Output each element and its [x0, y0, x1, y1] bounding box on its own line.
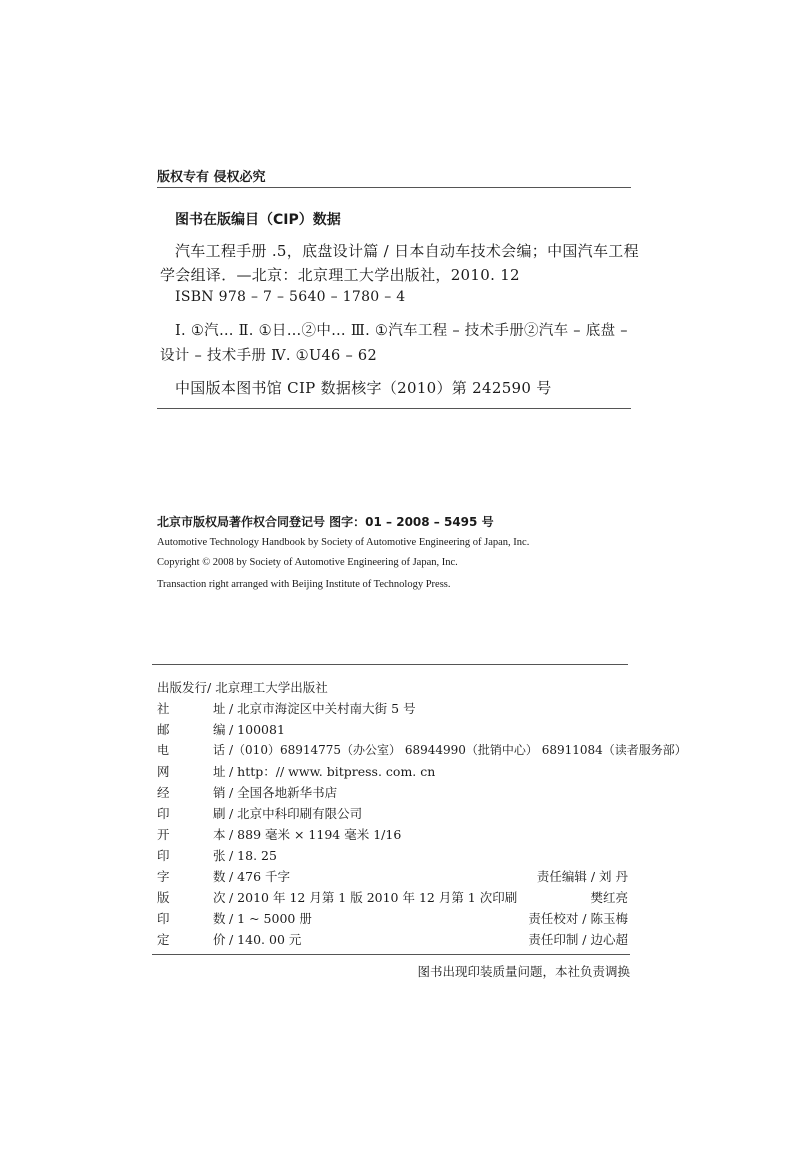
pub-row-word-count: [157, 867, 290, 885]
quality-notice: 图书出现印装质量问题，本社负责调换: [417, 964, 630, 979]
pub-value: / 1 ~ 5000 册: [229, 911, 312, 926]
pub-value: /（010）68914775（办公室） 68944990（批销中心） 68911084（读者服务部）: [229, 743, 687, 757]
pub-label: 本: [213, 827, 226, 842]
pub-label: 价: [213, 932, 226, 947]
pub-row-price: [157, 930, 301, 948]
license-registration: 北京市版权局著作权合同登记号 图字：01 – 2008 – 5495 号: [157, 515, 494, 529]
pub-value: / 北京中科印刷有限公司: [229, 806, 363, 821]
pub-label: 电: [157, 743, 170, 757]
pub-value: / 全国各地新华书店: [229, 785, 338, 800]
pub-row-sheets: [157, 846, 277, 864]
divider-publication: [152, 664, 628, 665]
credit-print-manager: 责任印制 / 边心超: [528, 932, 628, 947]
pub-value: / 100081: [229, 722, 285, 737]
pub-value: / 476 千字: [229, 869, 291, 884]
pub-label: 印: [157, 848, 170, 863]
divider-cip: [157, 408, 631, 409]
pub-label: 销: [213, 785, 226, 800]
pub-value: / 140. 00 元: [229, 932, 302, 947]
pub-label: 址: [213, 701, 226, 716]
pub-row-phone: [157, 741, 687, 759]
divider-bottom: [152, 954, 630, 955]
license-line-3: Transaction right arranged with Beijing Institute of Technology Press.: [157, 579, 451, 590]
pub-value: / 889 毫米 × 1194 毫米 1/16: [229, 827, 402, 842]
pub-row-address: [157, 699, 416, 717]
pub-label: 址: [213, 764, 226, 779]
pub-label: 话: [213, 743, 226, 757]
credit-editor: 责任编辑 / 刘 丹: [536, 869, 628, 884]
pub-label: 邮: [157, 722, 170, 737]
cip-heading: 图书在版编目（CIP）数据: [175, 212, 341, 228]
pub-row-postcode: [157, 720, 285, 738]
pub-label: 印: [157, 806, 170, 821]
pub-value: / 18. 25: [229, 848, 277, 863]
pub-label: 字: [157, 869, 170, 884]
pub-label: 版: [157, 890, 170, 905]
pub-label: 印: [157, 911, 170, 926]
cip-classification-2: 设计 – 技术手册 Ⅳ. ①U46 – 62: [160, 348, 377, 364]
credit-editor-2: 樊红亮: [590, 890, 628, 905]
pub-label: 数: [213, 911, 226, 926]
pub-row-edition: [157, 888, 517, 906]
license-line-2: Copyright © 2008 by Society of Automotive Engineering of Japan, Inc.: [157, 557, 458, 568]
pub-label: 编: [213, 722, 226, 737]
license-line-1: Automotive Technology Handbook by Society of Automotive Engineering of Japan, Inc.: [157, 537, 530, 548]
pub-row-printer: [157, 804, 362, 822]
pub-row-format: [157, 825, 401, 843]
pub-label: 经: [157, 785, 170, 800]
pub-value: / 北京理工大学出版社: [207, 680, 328, 695]
pub-label: 出版发行: [157, 680, 208, 695]
cip-isbn: ISBN 978 – 7 – 5640 – 1780 – 4: [175, 289, 406, 305]
pub-label: 次: [213, 890, 226, 905]
cip-line-2: 学会组译．—北京：北京理工大学出版社，2010. 12: [160, 266, 520, 284]
pub-label: 张: [213, 848, 226, 863]
pub-label: 开: [157, 827, 170, 842]
credit-proofreader: 责任校对 / 陈玉梅: [528, 911, 628, 926]
pub-label: 社: [157, 701, 170, 716]
pub-label: 数: [213, 869, 226, 884]
pub-label: 定: [157, 932, 170, 947]
pub-label: 刷: [213, 806, 226, 821]
cip-line-1: 汽车工程手册 .5，底盘设计篇 / 日本自动车技术会编；中国汽车工程: [175, 242, 639, 260]
pub-value: / 北京市海淀区中关村南大街 5 号: [229, 701, 416, 716]
pub-row-distributor: [157, 783, 337, 801]
pub-row-publisher: [157, 678, 328, 696]
cip-classification-1: Ⅰ. ①汽… Ⅱ. ①日…②中… Ⅲ. ①汽车工程 – 技术手册②汽车 – 底盘 –: [175, 323, 628, 339]
pub-value: / 2010 年 12 月第 1 版 2010 年 12 月第 1 次印刷: [229, 890, 518, 905]
copyright-notice: 版权专有 侵权必究: [157, 170, 266, 185]
divider-top: [157, 187, 631, 188]
pub-row-website: [157, 762, 435, 780]
pub-label: 网: [157, 764, 170, 779]
pub-value: / http：// www. bitpress. com. cn: [229, 764, 436, 779]
cip-record-number: 中国版本图书馆 CIP 数据核字（2010）第 242590 号: [175, 379, 552, 397]
pub-row-print-run: [157, 909, 312, 927]
